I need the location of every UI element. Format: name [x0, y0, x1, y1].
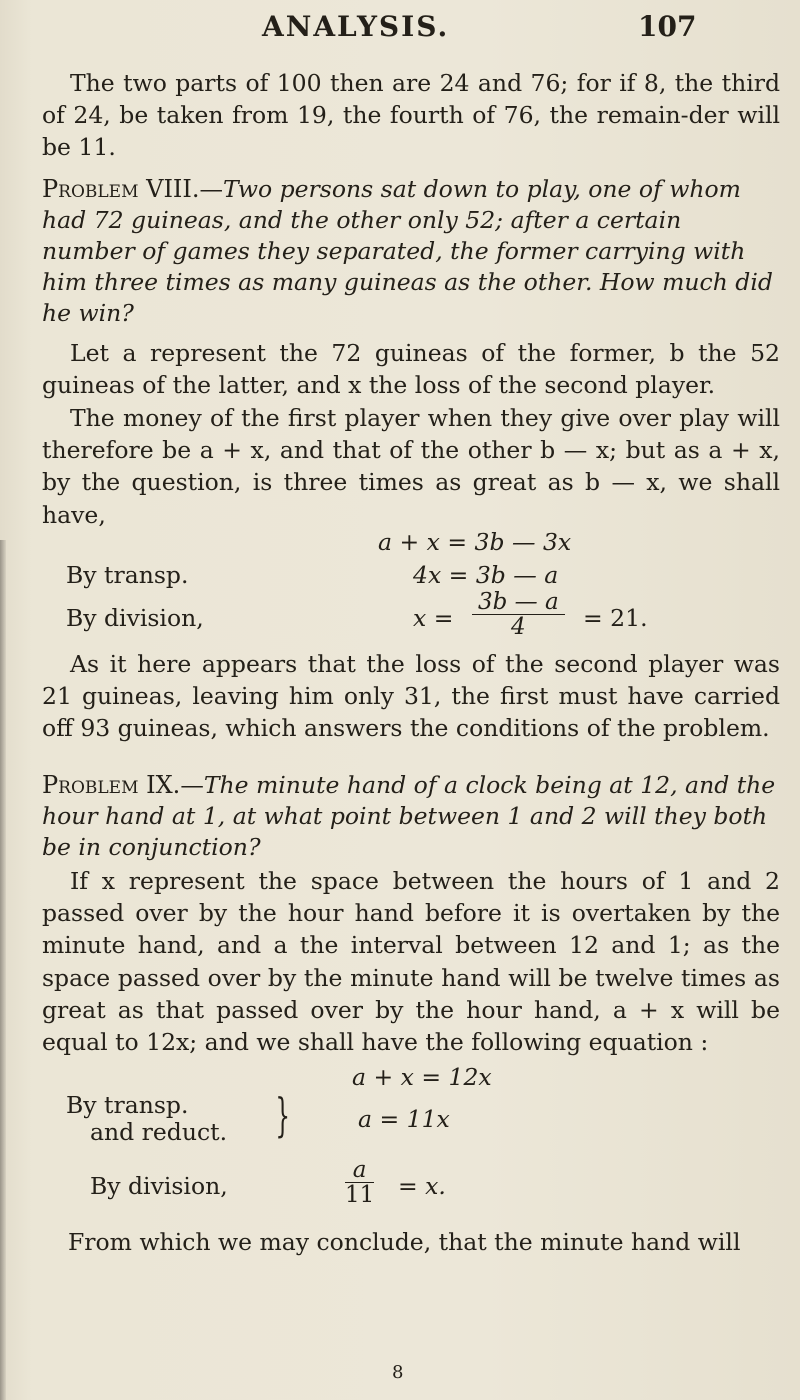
problem-9-transp-label: By transp.: [66, 1091, 189, 1119]
problem-8-fraction: [472, 590, 565, 639]
problem-8-statement: Two persons sat down to play, one of whom had 72 guineas, and the other only 52; after a certain number of games they separated, the former carrying with him three times as many guineas as the other. How much did he win?: [42, 175, 773, 327]
brace-icon: }: [275, 1088, 290, 1142]
problem-9-division-label: By division,: [90, 1172, 228, 1200]
problem-9-equation-1: a + x = 12x: [352, 1063, 492, 1091]
problem-9-dash: —: [180, 771, 204, 799]
problem-9-para1: If x represent the space between the hours of 1 and 2 passed over by the hour hand before it is overtaken by the minute hand, and a the interval between 12 and 1; as the space passed over by the minute hand will be twelve times as great as that passed over by the hour hand, a + x will be equal to 12x; and we shall have the following equation :: [42, 867, 780, 1057]
problem-9-label: Problem IX.: [42, 771, 181, 799]
problem-8-equation-3-rhs: = 21.: [583, 604, 648, 632]
problem-9-equation-2: a = 11x: [358, 1105, 450, 1133]
problem-8-conclusion: As it here appears that the loss of the second player was 21 guineas, leaving him only 31, the first must have carried off 93 guineas, which answers the conditions of the problem.: [42, 650, 780, 743]
problem-9-reduct-label: and reduct.: [90, 1118, 228, 1146]
problem-8-para2: The money of the first player when they give over play will therefore be a + x, and that of the other b — x; but as a + x, by the question, is three times as great as b — x, we shall have,: [42, 404, 780, 529]
problem-9-statement: The minute hand of a clock being at 12, and the hour hand at 1, at what point between 1 and 2 will they both be in conjunction?: [42, 771, 776, 861]
problem-8-division-label: By division,: [66, 604, 204, 632]
problem-8-label: Problem VIII.: [42, 175, 200, 203]
signature-mark: 8: [392, 1362, 404, 1383]
problem-8-equation-2: 4x = 3b — a: [413, 561, 559, 589]
problem-9-equation-3-rhs: = x.: [398, 1172, 446, 1200]
problem-8-para1: Let a represent the 72 guineas of the former, b the 52 guineas of the latter, and x the loss of the second player.: [42, 339, 780, 400]
page-edge: [0, 540, 6, 1400]
problem-8-heading: [42, 174, 780, 329]
problem-8-fraction-denominator: 4: [511, 614, 526, 640]
problem-8-fraction-numerator: 3b — a: [472, 590, 565, 615]
intro-paragraph: The two parts of 100 then are 24 and 76; for if 8, the third of 24, be taken from 19, the fourth of 76, the remain-der will be 11.: [42, 69, 780, 162]
problem-9-fraction-numerator: a: [345, 1158, 374, 1183]
problem-8-transp-label: By transp.: [66, 561, 189, 589]
page-number: 107: [638, 10, 697, 43]
problem-9-fraction-denominator: 11: [345, 1182, 375, 1208]
problem-9-heading: [42, 770, 780, 863]
problem-8-equation-3-lhs: x =: [413, 604, 454, 632]
problem-8-dash: —: [199, 175, 224, 203]
problem-8-equation-1: a + x = 3b — 3x: [378, 528, 572, 556]
problem-9-fraction: [345, 1158, 374, 1207]
page-header: [0, 0, 800, 62]
running-title: ANALYSIS.: [262, 10, 450, 43]
problem-9-conclusion-start: From which we may conclude, that the minute hand will: [68, 1228, 741, 1256]
